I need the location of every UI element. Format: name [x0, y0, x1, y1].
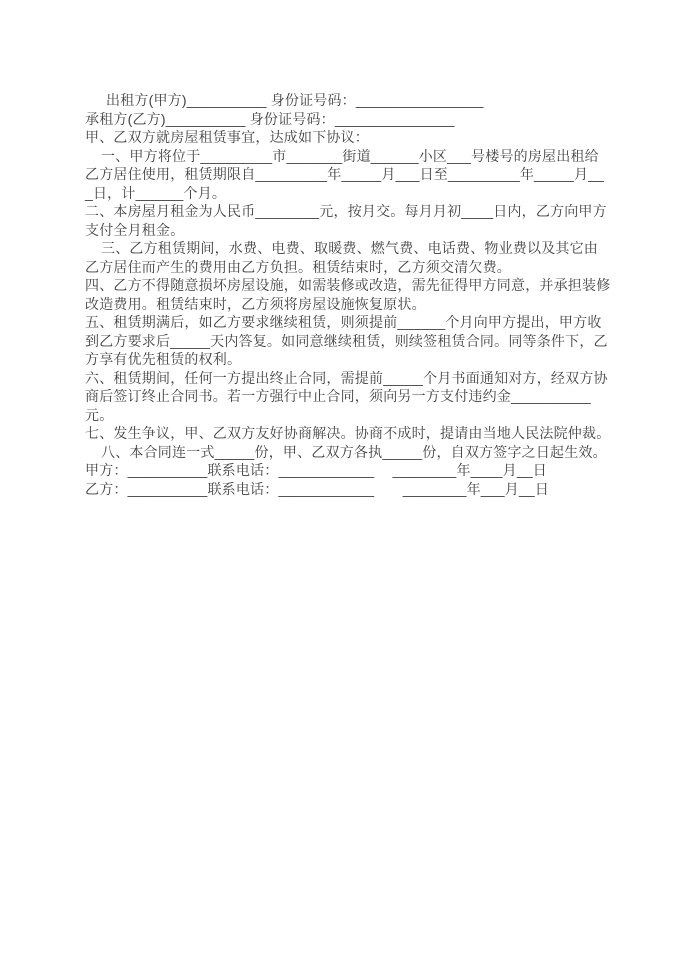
clause-8: 八、本合同连一式_____份，甲、乙双方各执_____份，自双方签字之日起生效。	[101, 443, 607, 460]
lessor-line: 出租方(甲方)__________ 身份证号码：________________	[106, 92, 484, 108]
clause-7: 七、发生争议，甲、乙双方友好协商解决。协商不成时，提请由当地人民法院仲裁。	[85, 425, 611, 441]
clause-6: 六、租赁期间，任何一方提出终止合同，需提前_____个月书面通知对方，经双方协商后签订终止合同书。若一方强行中止合同，须向另一方支付违约金__________元。	[85, 369, 608, 423]
contract-text-block	[85, 91, 612, 498]
clause-5: 五、租赁期满后，如乙方要求继续租赁，则须提前______个月向甲方提出，甲方收到乙方要求后_____天内答复。如同意继续租赁，则续签租赁合同。同等条件下，乙方享有优先租赁的权利。	[85, 314, 608, 367]
preamble-line: 甲、乙双方就房屋租赁事宜，达成如下协议：	[85, 129, 369, 145]
signature-party-b: 乙方：__________联系电话：____________ ________年___月__日	[85, 480, 550, 497]
clause-2: 二、本房屋月租金为人民币________元，按月交。每月月初____日内，乙方向甲方支付全月租金。	[85, 203, 607, 238]
clause-4: 四、乙方不得随意损坏房屋设施，如需装修或改造，需先征得甲方同意，并承担装修改造费用。租赁结束时，乙方须将房屋设施恢复原状。	[85, 277, 611, 312]
signature-party-a: 甲方：__________联系电话：____________ ________年____月__日	[85, 462, 547, 478]
clause-3: 三、乙方租赁期间，水费、电费、取暖费、燃气费、电话费、物业费以及其它由乙方居住而产生的费用由乙方负担。租赁结束时，乙方须交清欠费。	[85, 240, 598, 275]
lessee-line: 承租方(乙方)__________ 身份证号码：_______________	[85, 110, 455, 127]
clause-1: 一、甲方将位于_________市_______街道______小区___号楼号的房屋出租给乙方居住使用，租赁期限自_________年_____月___日至_________年_____月___日，计______个月。	[85, 147, 605, 201]
